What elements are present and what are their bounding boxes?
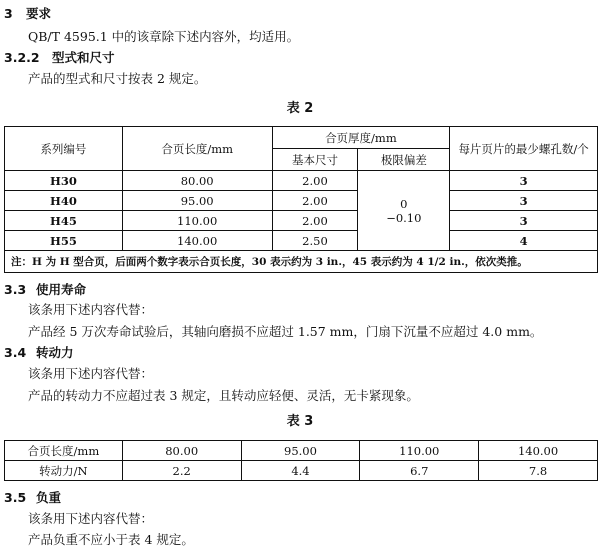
section-title: 负重 bbox=[36, 490, 62, 505]
section-3-4-line-2: 产品的转动力不应超过表 3 规定，且转动应轻便、灵活，无卡紧现象。 bbox=[28, 388, 419, 403]
col-header-series: 系列编号 bbox=[5, 127, 123, 171]
table-row bbox=[5, 191, 598, 211]
section-title: 使用寿命 bbox=[36, 282, 87, 297]
cell-force: 2.2 bbox=[122, 461, 241, 481]
row-label-length: 合页长度/mm bbox=[5, 441, 123, 461]
table-row bbox=[5, 441, 598, 461]
section-3-2-2-heading bbox=[4, 50, 600, 66]
cell-length: 80.00 bbox=[122, 441, 241, 461]
cell-series: H30 bbox=[5, 171, 123, 191]
cell-force: 7.8 bbox=[479, 461, 598, 481]
table-row bbox=[5, 461, 598, 481]
section-title: 型式和尺寸 bbox=[52, 50, 115, 65]
cell-basic: 2.50 bbox=[272, 231, 358, 251]
table-2-title: 表 2 bbox=[286, 101, 314, 116]
section-number: 3.2.2 bbox=[4, 50, 40, 65]
section-3-3-line-1: 该条用下述内容代替： bbox=[28, 302, 154, 317]
cell-holes: 4 bbox=[450, 231, 598, 251]
col-header-thickness: 合页厚度/mm bbox=[272, 127, 450, 149]
section-number: 3.4 bbox=[4, 345, 27, 360]
cell-length: 95.00 bbox=[241, 441, 360, 461]
section-3-5-line-2: 产品负重不应小于表 4 规定。 bbox=[28, 532, 194, 547]
cell-series: H40 bbox=[5, 191, 123, 211]
section-3-5-heading bbox=[4, 490, 600, 506]
cell-holes: 3 bbox=[450, 171, 598, 191]
cell-length: 95.00 bbox=[122, 191, 272, 211]
cell-series: H55 bbox=[5, 231, 123, 251]
deviation-lower: −0.10 bbox=[386, 210, 422, 225]
cell-length: 110.00 bbox=[360, 441, 479, 461]
section-title: 要求 bbox=[26, 6, 52, 21]
table-row bbox=[5, 211, 598, 231]
section-3-3-heading bbox=[4, 282, 600, 298]
cell-basic: 2.00 bbox=[272, 191, 358, 211]
cell-length: 140.00 bbox=[122, 231, 272, 251]
col-header-length: 合页长度/mm bbox=[122, 127, 272, 171]
intro-paragraph: QB/T 4595.1 中的该章除下述内容外，均适用。 bbox=[28, 29, 300, 44]
cell-force: 4.4 bbox=[241, 461, 360, 481]
section-number: 3.3 bbox=[4, 282, 27, 297]
cell-length: 80.00 bbox=[122, 171, 272, 191]
cell-holes: 3 bbox=[450, 191, 598, 211]
cell-length: 140.00 bbox=[479, 441, 598, 461]
table-2 bbox=[4, 126, 598, 273]
cell-length: 110.00 bbox=[122, 211, 272, 231]
section-3-2-2-text: 产品的型式和尺寸按表 2 规定。 bbox=[28, 71, 207, 86]
table-3 bbox=[4, 440, 598, 481]
cell-force: 6.7 bbox=[360, 461, 479, 481]
section-title: 转动力 bbox=[36, 345, 74, 360]
section-3-4-line-1: 该条用下述内容代替： bbox=[28, 366, 154, 381]
col-header-deviation: 极限偏差 bbox=[358, 149, 450, 171]
row-label-force: 转动力/N bbox=[5, 461, 123, 481]
deviation-upper: 0 bbox=[400, 196, 408, 211]
section-3-4-heading bbox=[4, 345, 600, 361]
section-3-heading bbox=[4, 6, 600, 22]
section-3-3-line-2: 产品经 5 万次寿命试验后，其轴向磨损不应超过 1.57 mm，门扇下沉量不应超过 4.0 mm。 bbox=[28, 324, 543, 339]
col-header-basic-size: 基本尺寸 bbox=[272, 149, 358, 171]
col-header-holes: 每片页片的最少螺孔数/个 bbox=[450, 127, 598, 171]
table-2-note: 注：H 为 H 型合页，后面两个数字表示合页长度，30 表示约为 3 in.，45 表示约为 4 1/2 in.，依次类推。 bbox=[5, 251, 598, 273]
cell-holes: 3 bbox=[450, 211, 598, 231]
table-row bbox=[5, 231, 598, 251]
table-3-title: 表 3 bbox=[286, 414, 314, 429]
section-number: 3.5 bbox=[4, 490, 27, 505]
table-row bbox=[5, 171, 598, 191]
cell-deviation bbox=[358, 171, 450, 251]
cell-series: H45 bbox=[5, 211, 123, 231]
cell-basic: 2.00 bbox=[272, 211, 358, 231]
section-3-5-line-1: 该条用下述内容代替： bbox=[28, 511, 154, 526]
cell-basic: 2.00 bbox=[272, 171, 358, 191]
section-number: 3 bbox=[4, 6, 13, 21]
